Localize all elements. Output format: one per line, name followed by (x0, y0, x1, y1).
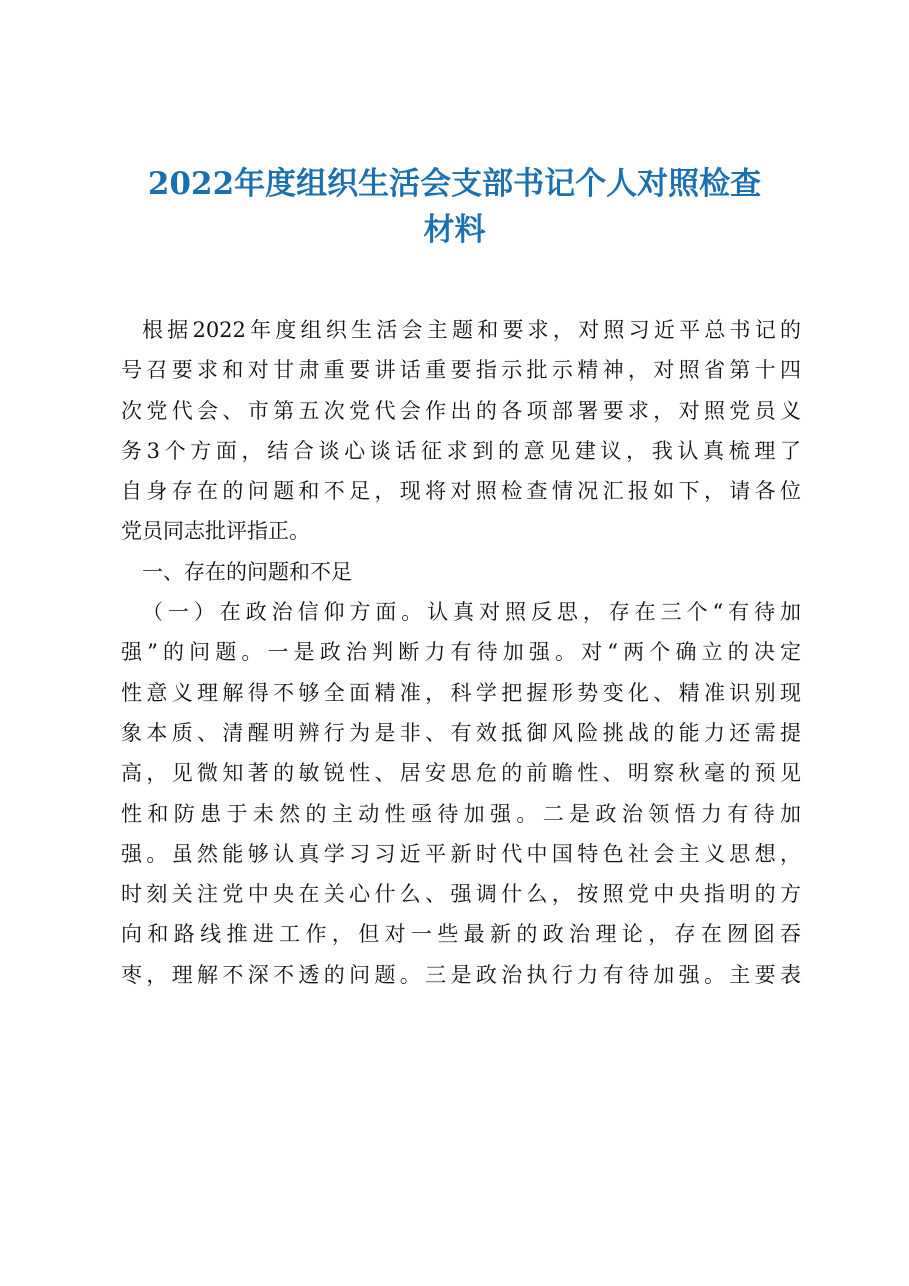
body-text-line: 务3个方面，结合谈心谈话征求到的意见建议，我认真梳理了 (121, 438, 801, 463)
body-text-line: 次党代会、市第五次党代会作出的各项部署要求，对照党员义 (121, 398, 801, 423)
body-text-line: 根据2022年度组织生活会主题和要求，对照习近平总书记的 (142, 318, 801, 342)
body-text-line: （一）在政治信仰方面。认真对照反思，存在三个“有待加 (142, 600, 801, 625)
body-text-line: 自身存在的问题和不足，现将对照检查情况汇报如下，请各位 (121, 479, 801, 504)
body-text-line: 性和防患于未然的主动性亟待加强。二是政治领悟力有待加 (121, 801, 801, 826)
document-title-line-2: 材料 (423, 212, 486, 248)
document-body (121, 310, 801, 995)
body-text-line: 强。虽然能够认真学习习近平新时代中国特色社会主义思想， (121, 841, 801, 866)
body-text-line: 强”的问题。一是政治判断力有待加强。对“两个确立的决定 (121, 640, 801, 665)
body-text-line: 性意义理解得不够全面精准，科学把握形势变化、精准识别现 (121, 680, 801, 705)
body-text-line: 一、存在的问题和不足 (142, 559, 352, 584)
body-text-line: 党员同志批评指正。 (121, 519, 310, 544)
body-text-line: 枣，理解不深不透的问题。三是政治执行力有待加强。主要表 (121, 962, 801, 987)
body-text-line: 象本质、清醒明辨行为是非、有效抵御风险挑战的能力还需提 (121, 720, 801, 745)
body-text-line: 高，见微知著的敏锐性、居安思危的前瞻性、明察秋毫的预见 (121, 761, 801, 786)
document-title-line-1: 2022年度组织生活会支部书记个人对照检查 (147, 166, 762, 202)
body-text-line: 向和路线推进工作，但对一些最新的政治理论，存在囫囵吞 (121, 922, 801, 947)
body-text-line: 号召要求和对甘肃重要讲话重要指示批示精神，对照省第十四 (121, 358, 801, 383)
body-text-line: 时刻关注党中央在关心什么、强调什么，按照党中央指明的方 (121, 882, 801, 907)
